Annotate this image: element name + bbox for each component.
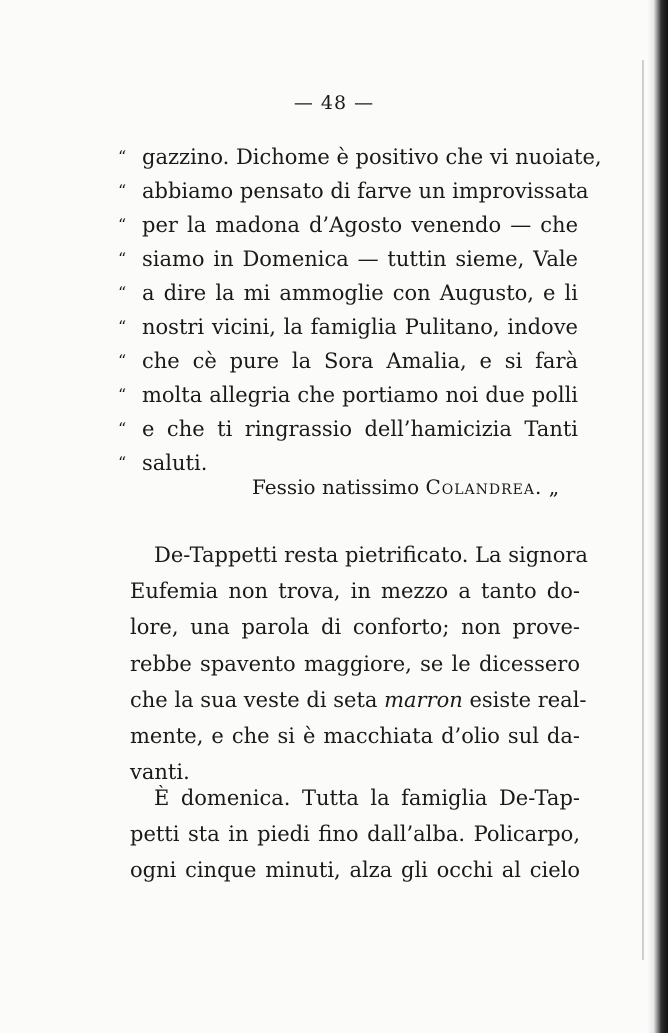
letter-line xyxy=(118,412,578,446)
letter-line-text: per la madona d’Agosto venendo — che xyxy=(142,213,578,237)
letter-line-text: a dire la mi ammoglie con Augusto, e li xyxy=(142,281,578,305)
line-segment: che la sua veste di seta xyxy=(130,687,378,712)
letter-line-text: e che ti ringrassio dell’hamicizia Tanti xyxy=(142,417,578,441)
letter-line xyxy=(118,344,578,378)
letter-line-text: siamo in Domenica — tuttin sieme, Vale xyxy=(142,247,578,271)
letter-line xyxy=(118,378,578,412)
quote-mark: “ xyxy=(118,453,127,472)
letter-line-text: gazzino. Dichome è positivo che vi nuoiate, xyxy=(142,145,602,169)
letter-line xyxy=(118,242,578,276)
paragraph-line xyxy=(130,682,587,718)
quote-mark: “ xyxy=(118,181,127,200)
letter-line xyxy=(118,174,589,208)
paragraph-line: rebbe spavento maggiore, se le dicessero xyxy=(130,651,580,676)
quote-mark: “ xyxy=(118,317,127,336)
paragraph-line: È domenica. Tutta la famiglia De-Tap- xyxy=(154,786,580,810)
quote-mark: “ xyxy=(118,215,127,234)
scan-edge-shadow xyxy=(646,0,668,1033)
letter-line xyxy=(118,310,578,344)
paragraph-line: vanti. xyxy=(130,760,190,785)
letter-line-text: saluti. xyxy=(142,451,208,475)
paragraph-line: ogni cinque minuti, alza gli occhi al cielo xyxy=(130,858,580,883)
letter-line xyxy=(118,140,602,174)
page-number: — 48 — xyxy=(293,92,375,114)
italic-word: marron xyxy=(384,687,463,712)
paragraph-line: lore, una parola di conforto; non prove- xyxy=(130,615,580,640)
paragraph-line: petti sta in piedi fino dall’alba. Policarpo, xyxy=(130,822,580,847)
letter-line-text: nostri vicini, la famiglia Pulitano, indove xyxy=(142,315,578,339)
quote-mark: “ xyxy=(118,419,127,438)
paragraph-line: Eufemia non trova, in mezzo a tanto do- xyxy=(130,579,580,604)
paragraph-line: De-Tappetti resta pietrificato. La signora xyxy=(154,543,588,567)
letter-signature xyxy=(252,475,559,499)
closing-quote-mark: „ xyxy=(548,475,560,499)
quote-mark: “ xyxy=(118,249,127,268)
quoted-letter xyxy=(118,140,602,480)
paragraph-line: mente, e che si è macchiata d’olio sul da- xyxy=(130,724,580,749)
quote-mark: “ xyxy=(118,351,127,370)
quote-mark: “ xyxy=(118,283,127,302)
paragraph-2 xyxy=(130,780,580,889)
letter-line xyxy=(118,208,578,242)
scan-edge-line xyxy=(642,60,644,960)
quote-mark: “ xyxy=(118,385,127,404)
letter-line-text: che cè pure la Sora Amalia, e si farà xyxy=(142,349,578,373)
quote-mark: “ xyxy=(118,147,127,166)
signature-prefix: Fessio natissimo xyxy=(252,475,420,499)
paragraph-1 xyxy=(130,537,588,790)
signature-name: Colandrea. xyxy=(425,475,543,499)
letter-line-text: molta allegria che portiamo noi due polli xyxy=(142,383,578,407)
letter-line-text: abbiamo pensato di farve un improvissata xyxy=(142,179,589,203)
line-segment: esiste real- xyxy=(469,687,587,712)
letter-line xyxy=(118,276,578,310)
